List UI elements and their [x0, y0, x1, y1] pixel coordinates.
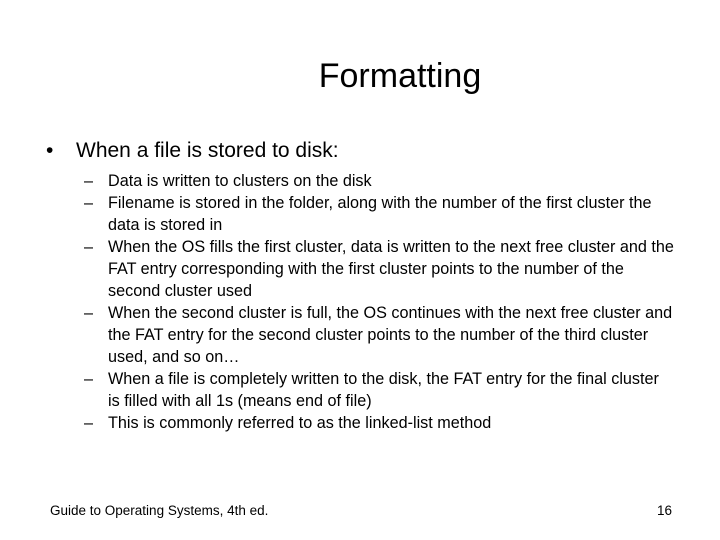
- dash-marker: –: [84, 414, 94, 432]
- main-bullet-text: When a file is stored to disk:: [76, 139, 339, 162]
- footer-book-title: Guide to Operating Systems, 4th ed.: [50, 503, 269, 518]
- page-number: 16: [656, 503, 672, 518]
- slide-title-text: Formatting: [318, 57, 482, 95]
- dash-marker: –: [84, 370, 94, 388]
- sub-bullet-text: When a file is completely written to the disk, the FAT entry for the final cluster is filled with all 1s (means end of file): [108, 370, 659, 410]
- sub-bullet: [84, 302, 674, 368]
- sub-bullet-prefix: This is commonly referred to as the: [108, 414, 366, 432]
- sub-bullet-list: [84, 170, 674, 434]
- sub-bullet-text: [108, 412, 674, 434]
- main-bullet: [46, 138, 686, 164]
- sub-bullet-suffix: method: [432, 414, 492, 432]
- slide-title: [0, 56, 720, 96]
- dash-marker: –: [84, 194, 94, 212]
- dash-marker: –: [84, 172, 94, 190]
- sub-bullet: [84, 192, 674, 236]
- dash-marker: –: [84, 238, 94, 256]
- sub-bullet-text: Data is written to clusters on the disk: [108, 172, 372, 190]
- sub-bullet-text: Filename is stored in the folder, along with the number of the first cluster the data is stored in: [108, 194, 652, 234]
- sub-bullet-text: When the second cluster is full, the OS continues with the next free cluster and the FAT entry for the second cluster points to the number of the third cluster used, and so on…: [108, 304, 673, 366]
- sub-bullet-text: When the OS fills the first cluster, data is written to the next free cluster and the FAT entry corresponding with the first cluster points to the number of the second cluster used: [108, 238, 674, 300]
- sub-bullet: [84, 170, 674, 192]
- dash-marker: –: [84, 304, 94, 322]
- sub-bullet: [84, 236, 674, 302]
- sub-bullet: [84, 412, 674, 434]
- sub-bullet: [84, 368, 674, 412]
- bullet-marker: •: [46, 139, 54, 162]
- linked-list-term: linked-list: [365, 414, 433, 432]
